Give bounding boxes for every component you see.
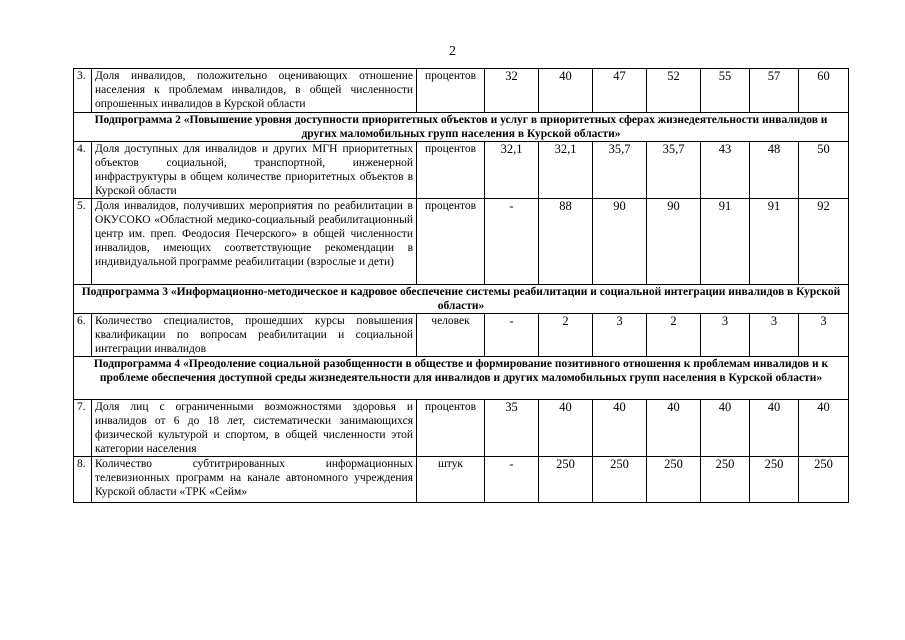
table-body: [74, 69, 849, 503]
unit-cell: процентов: [417, 142, 485, 199]
value-cell: 88: [539, 199, 593, 285]
value-cell: 91: [701, 199, 750, 285]
unit-cell: человек: [417, 314, 485, 357]
value-cell: 52: [647, 69, 701, 113]
subprogram-title: Подпрограмма 3 «Информационно-методическое и кадровое обеспечение системы реабилитации и социальной интеграции инвалидов в Курской области»: [74, 285, 849, 314]
indicator-name: Количество специалистов, прошедших курсы повышения квалификации по вопросам реабилитации и социальной интеграции инвалидов: [92, 314, 417, 357]
value-cell: 2: [539, 314, 593, 357]
value-cell: 3: [593, 314, 647, 357]
indicator-name: Доля инвалидов, положительно оценивающих отношение населения к проблемам инвалидов, в общей численности опрошенных инвалидов в Курской области: [92, 69, 417, 113]
value-cell: 57: [750, 69, 799, 113]
unit-cell: штук: [417, 457, 485, 503]
value-cell: 50: [799, 142, 849, 199]
value-cell: 40: [539, 400, 593, 457]
value-cell: 60: [799, 69, 849, 113]
value-cell: 43: [701, 142, 750, 199]
value-cell: 250: [750, 457, 799, 503]
row-number: 3.: [74, 69, 92, 113]
value-cell: 35,7: [593, 142, 647, 199]
value-cell: 55: [701, 69, 750, 113]
value-cell: -: [485, 457, 539, 503]
unit-cell: процентов: [417, 69, 485, 113]
value-cell: -: [485, 314, 539, 357]
value-cell: 40: [750, 400, 799, 457]
value-cell: 90: [647, 199, 701, 285]
value-cell: 3: [701, 314, 750, 357]
table-row: [74, 142, 849, 199]
subprogram-title: Подпрограмма 2 «Повышение уровня доступности приоритетных объектов и услуг в приоритетных сферах жизнедеятельности инвалидов и других маломобильных групп населения в Курской области»: [74, 113, 849, 142]
page-number: 2: [449, 44, 456, 59]
value-cell: 47: [593, 69, 647, 113]
subprogram-row: [74, 357, 849, 400]
value-cell: -: [485, 199, 539, 285]
value-cell: 90: [593, 199, 647, 285]
value-cell: 3: [799, 314, 849, 357]
value-cell: 40: [647, 400, 701, 457]
value-cell: 48: [750, 142, 799, 199]
subprogram-row: [74, 285, 849, 314]
value-cell: 32: [485, 69, 539, 113]
value-cell: 92: [799, 199, 849, 285]
row-number: 8.: [74, 457, 92, 503]
unit-cell: процентов: [417, 400, 485, 457]
value-cell: 35: [485, 400, 539, 457]
value-cell: 40: [539, 69, 593, 113]
table-row: [74, 199, 849, 285]
value-cell: 250: [701, 457, 750, 503]
indicators-table: [73, 68, 849, 503]
indicator-name: Доля лиц с ограниченными возможностями здоровья и инвалидов от 6 до 18 лет, систематически занимающихся физической культурой и спортом, в общей численности этой категории населения: [92, 400, 417, 457]
table-row: [74, 69, 849, 113]
value-cell: 40: [701, 400, 750, 457]
value-cell: 35,7: [647, 142, 701, 199]
value-cell: 3: [750, 314, 799, 357]
value-cell: 32,1: [485, 142, 539, 199]
row-number: 4.: [74, 142, 92, 199]
row-number: 5.: [74, 199, 92, 285]
row-number: 7.: [74, 400, 92, 457]
indicator-name: Количество субтитрированных информационных телевизионных программ на канале автономного учреждения Курской области «ТРК «Сейм»: [92, 457, 417, 503]
indicator-name: Доля инвалидов, получивших мероприятия по реабилитации в ОКУСОКО «Областной медико-социальный реабилитационный центр им. преп. Феодосия Печерского» в общей численности инвалидов, имеющих соответствующие рекомендации в индивидуальной программе реабилитации (взрослые и дети): [92, 199, 417, 285]
value-cell: 2: [647, 314, 701, 357]
value-cell: 91: [750, 199, 799, 285]
unit-cell: процентов: [417, 199, 485, 285]
value-cell: 250: [539, 457, 593, 503]
table-row: [74, 457, 849, 503]
value-cell: 250: [799, 457, 849, 503]
value-cell: 250: [647, 457, 701, 503]
value-cell: 32,1: [539, 142, 593, 199]
table-row: [74, 314, 849, 357]
value-cell: 40: [799, 400, 849, 457]
value-cell: 40: [593, 400, 647, 457]
subprogram-title: Подпрограмма 4 «Преодоление социальной разобщенности в обществе и формирование позитивного отношения к проблемам инвалидов и к проблеме обеспечения доступной среды жизнедеятельности для инвалидов и других маломобильных групп населения в Курской области»: [74, 357, 849, 400]
subprogram-row: [74, 113, 849, 142]
row-number: 6.: [74, 314, 92, 357]
indicator-name: Доля доступных для инвалидов и других МГН приоритетных объектов социальной, транспортной, инженерной инфраструктуры в общем количестве приоритетных объектов в Курской области: [92, 142, 417, 199]
value-cell: 250: [593, 457, 647, 503]
table-row: [74, 400, 849, 457]
